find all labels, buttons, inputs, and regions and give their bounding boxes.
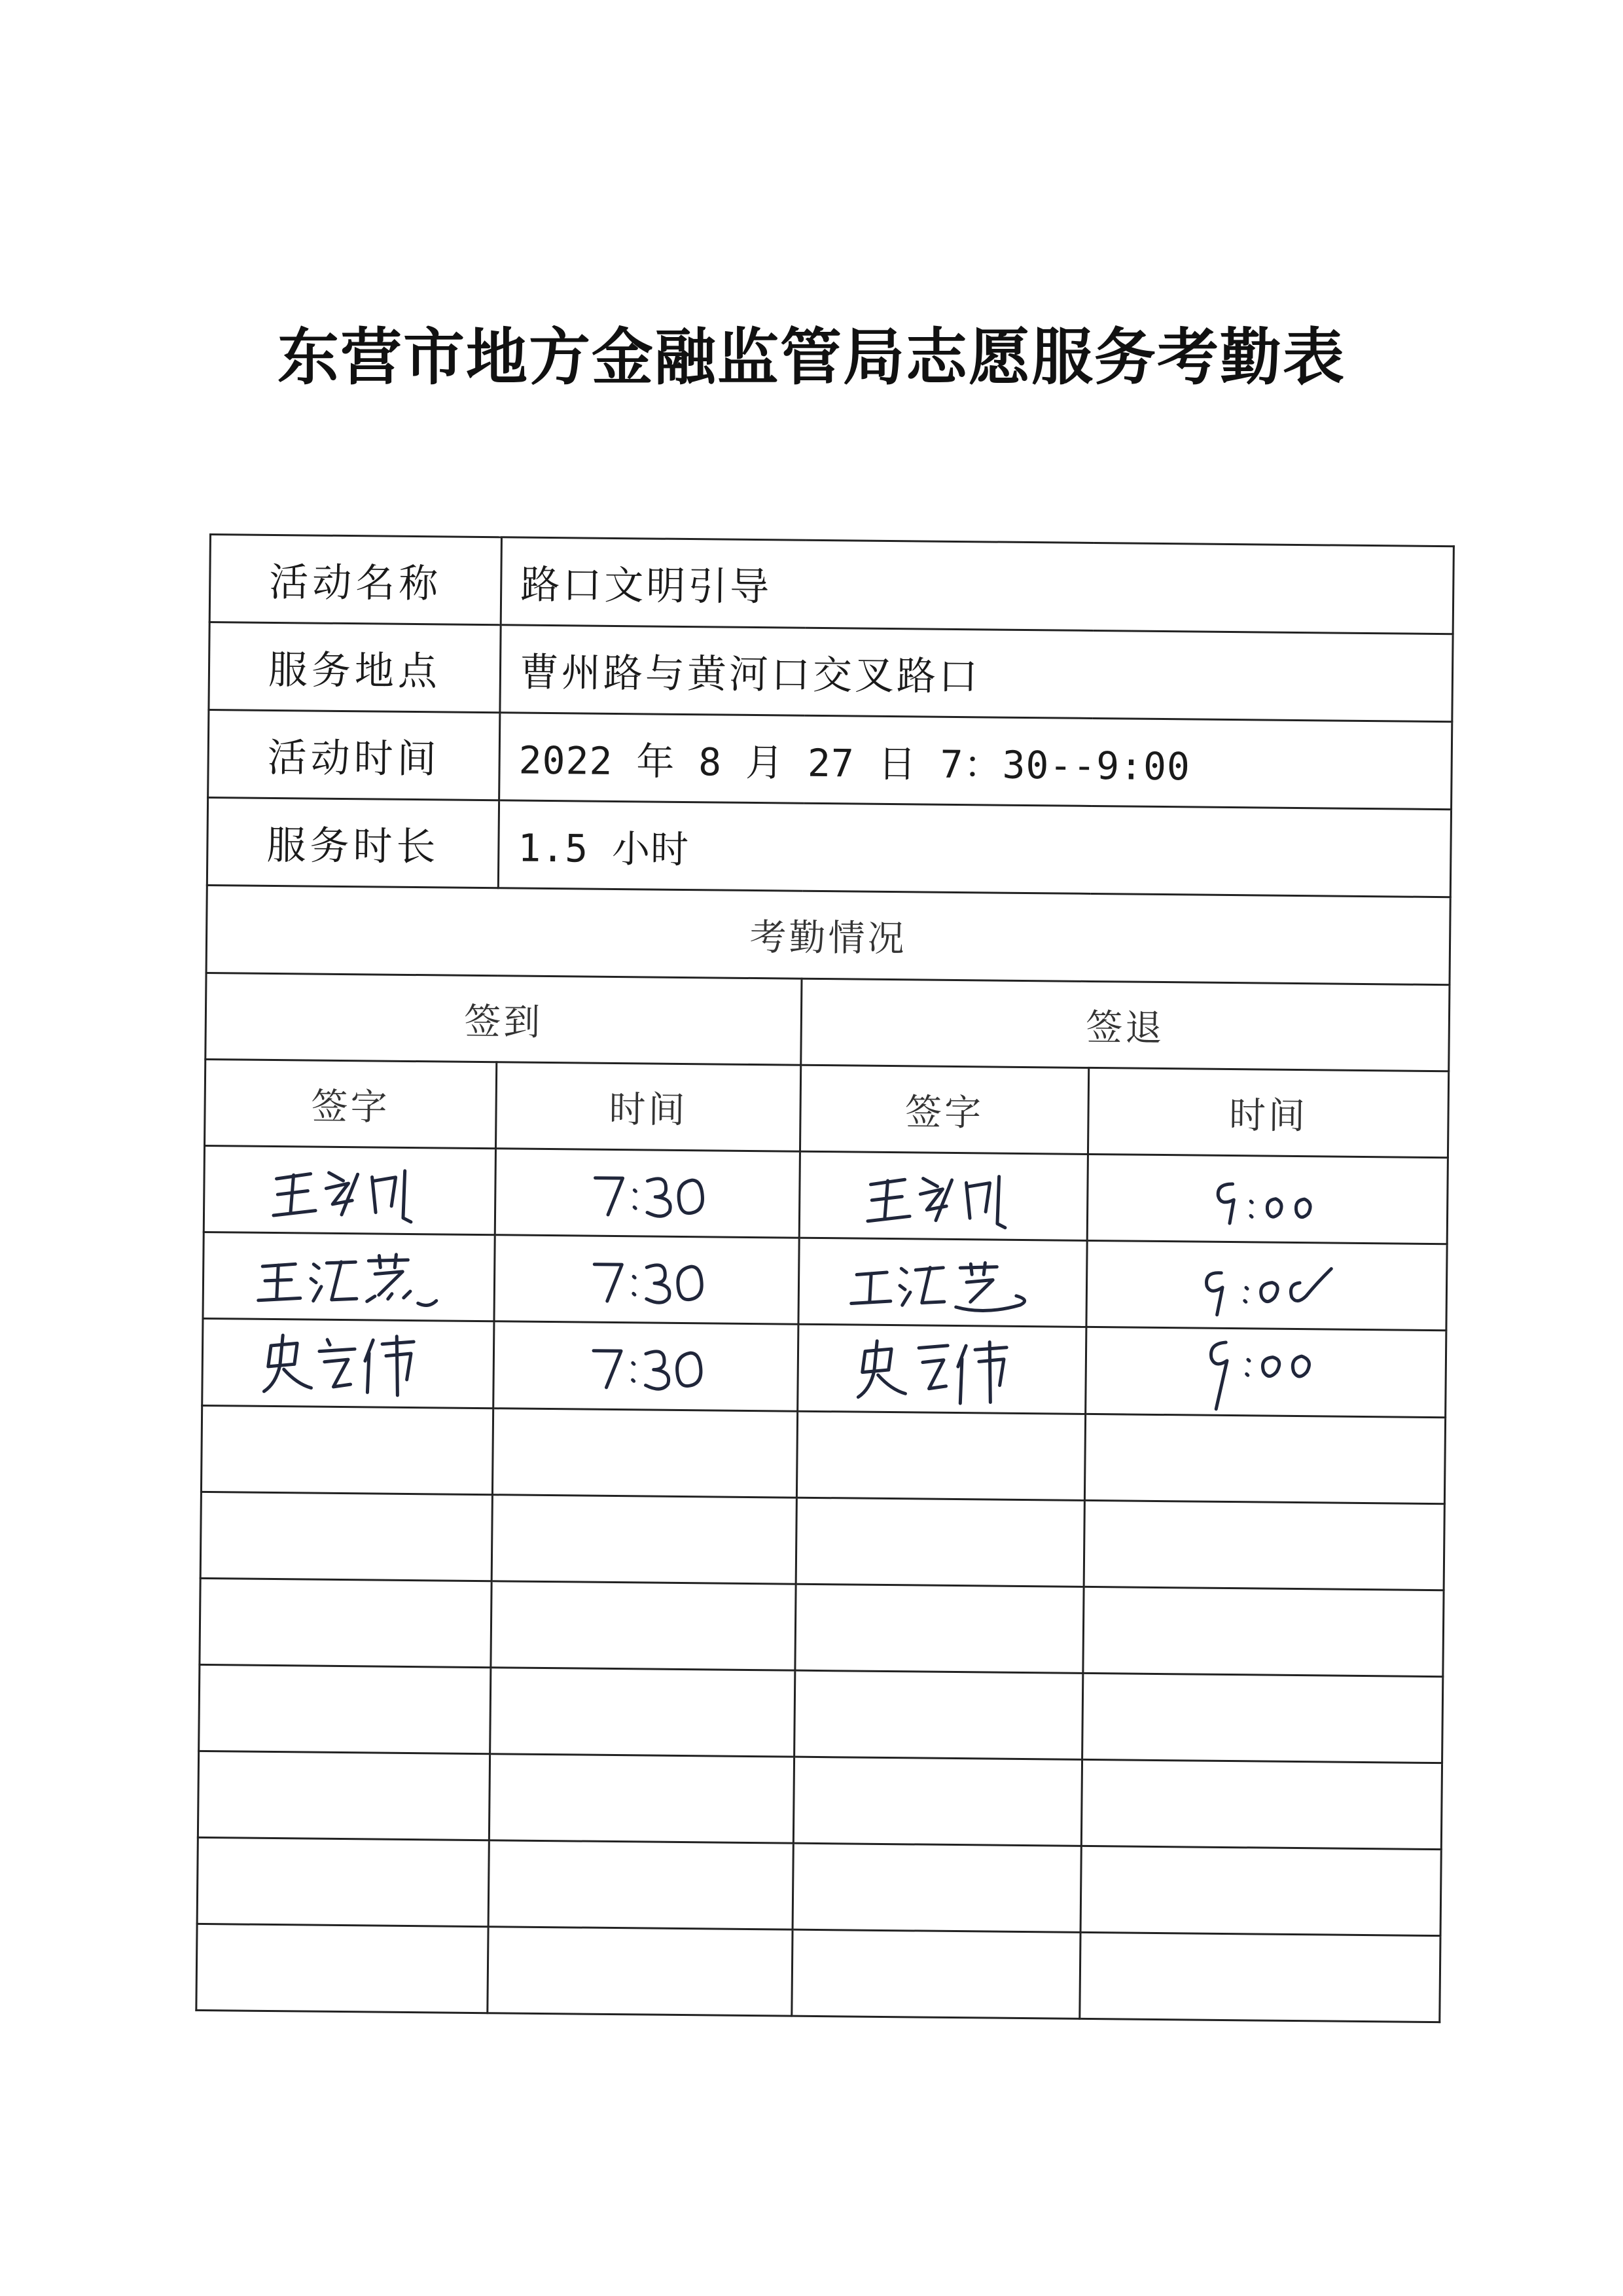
empty-cell	[200, 1578, 491, 1667]
empty-cell	[796, 1411, 1085, 1500]
empty-cell	[199, 1664, 491, 1753]
sign-in-header: 签到	[205, 973, 802, 1065]
column-header-row	[205, 1059, 1449, 1157]
empty-cell	[1084, 1500, 1444, 1590]
empty-cell	[198, 1751, 490, 1840]
empty-cell	[491, 1581, 796, 1670]
empty-cell	[488, 1840, 793, 1929]
empty-cell	[1083, 1587, 1444, 1676]
handwritten-time	[494, 1235, 799, 1324]
empty-cell	[1084, 1414, 1445, 1503]
handwritten-signature	[798, 1238, 1087, 1327]
col-header-time: 时间	[495, 1062, 800, 1151]
empty-cell	[796, 1498, 1084, 1587]
empty-cell	[1080, 1846, 1441, 1935]
attendance-table	[195, 533, 1455, 2023]
handwritten-signature	[799, 1151, 1088, 1240]
signature-scribble	[844, 1246, 1041, 1319]
attendance-section-title: 考勤情况	[206, 885, 1450, 984]
handwritten-time	[1087, 1154, 1448, 1244]
table-row-empty	[197, 1837, 1441, 1935]
table-row	[203, 1232, 1447, 1330]
table-row	[204, 1145, 1448, 1244]
info-value: 1.5 小时	[498, 800, 1451, 897]
col-header-signature: 签字	[205, 1059, 497, 1148]
col-header-time: 时间	[1088, 1067, 1448, 1157]
table-row-empty	[201, 1405, 1445, 1503]
empty-cell	[1082, 1673, 1443, 1763]
handwritten-signature	[204, 1145, 495, 1234]
table-row-empty	[196, 1924, 1440, 2022]
time-scribble	[1194, 1329, 1338, 1416]
empty-cell	[792, 1929, 1080, 2018]
info-value: 路口文明引导	[501, 537, 1454, 634]
sign-out-header: 签退	[801, 978, 1450, 1071]
info-row-activity-time	[208, 710, 1452, 810]
time-scribble	[1202, 1169, 1333, 1229]
table-row-empty	[198, 1751, 1442, 1849]
table-row-empty	[200, 1578, 1444, 1676]
table-row-empty	[199, 1664, 1443, 1763]
empty-cell	[196, 1924, 488, 2013]
attendance-form	[195, 533, 1453, 2037]
empty-cell	[794, 1670, 1083, 1759]
info-label: 服务地点	[209, 622, 501, 713]
empty-cell	[1080, 1932, 1440, 2022]
time-scribble	[582, 1163, 713, 1223]
handwritten-time	[1086, 1327, 1446, 1417]
empty-cell	[492, 1408, 797, 1498]
empty-cell	[793, 1757, 1082, 1846]
empty-cell	[489, 1754, 794, 1843]
info-row-service-location	[209, 622, 1453, 722]
empty-cell	[793, 1843, 1081, 1932]
handwritten-time	[1086, 1240, 1447, 1330]
handwritten-signature	[798, 1324, 1086, 1414]
handwritten-signature	[203, 1232, 495, 1321]
info-label: 活动名称	[209, 535, 501, 625]
info-value: 2022 年 8 月 27 日 7：30--9:00	[499, 713, 1452, 810]
table-row	[202, 1318, 1446, 1417]
empty-cell	[200, 1492, 492, 1581]
handwritten-time	[495, 1149, 800, 1238]
empty-cell	[488, 1927, 793, 2016]
time-scribble	[581, 1249, 713, 1310]
time-scribble	[1188, 1249, 1346, 1322]
signature-scribble	[251, 1240, 448, 1314]
signature-scribble	[264, 1153, 435, 1227]
info-value: 曹州路与黄河口交叉路口	[500, 625, 1453, 722]
time-scribble	[580, 1336, 711, 1397]
signature-scribble	[256, 1323, 440, 1404]
page-title: 东营市地方金融监管局志愿服务考勤表	[277, 321, 1346, 393]
empty-cell	[795, 1584, 1084, 1673]
signature-scribble	[850, 1329, 1034, 1409]
col-header-signature: 签字	[800, 1065, 1088, 1154]
empty-cell	[201, 1405, 493, 1494]
info-row-activity-name	[209, 535, 1454, 634]
handwritten-time	[493, 1321, 798, 1411]
info-label: 服务时长	[207, 797, 499, 888]
attendance-section-row	[206, 885, 1450, 984]
info-row-service-duration	[207, 797, 1451, 897]
table-row-empty	[200, 1492, 1444, 1590]
empty-cell	[490, 1668, 795, 1757]
empty-cell	[197, 1837, 489, 1926]
empty-cell	[491, 1495, 796, 1584]
empty-cell	[1081, 1759, 1442, 1849]
signature-scribble	[858, 1159, 1029, 1232]
info-label: 活动时间	[208, 710, 500, 800]
handwritten-signature	[202, 1318, 494, 1408]
sign-header-row	[205, 973, 1450, 1071]
